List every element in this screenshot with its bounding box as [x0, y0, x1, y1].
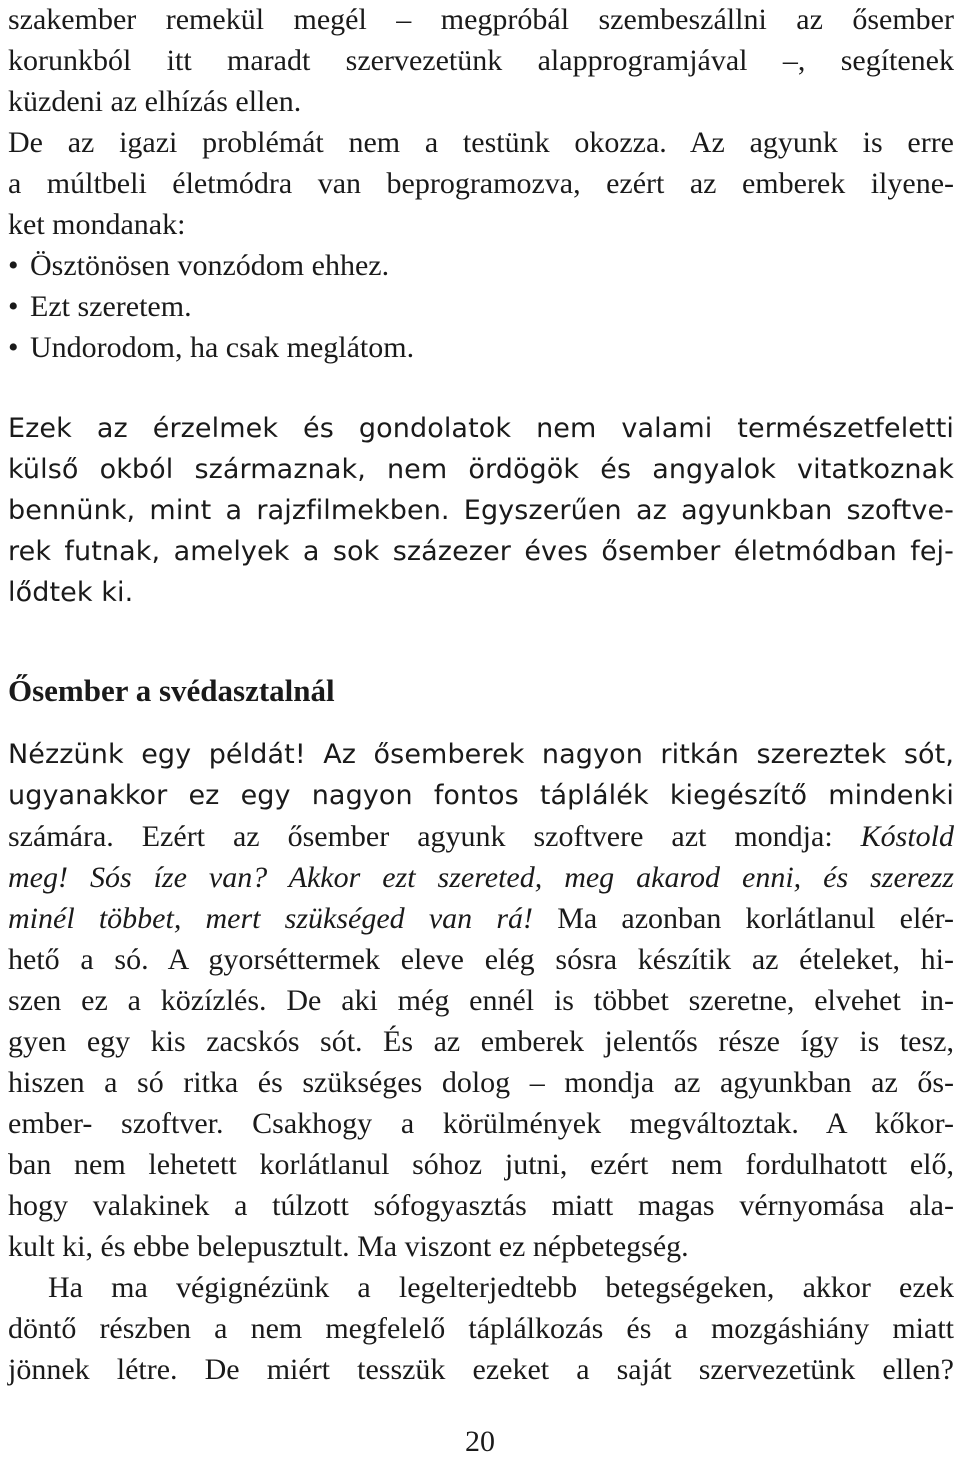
closing-paragraph	[8, 1267, 954, 1390]
text-line: döntő részben a nem megfelelő táplálkozás és a mozgáshiány miatt	[8, 1312, 954, 1345]
text-line: jönnek létre. De miért tesszük ezeket a saját szervezetünk ellen?	[8, 1353, 954, 1386]
text-line: szakember remekül megél – megpróbál szembeszállni az ősember	[8, 3, 954, 36]
text-line: rek futnak, amelyek a sok százezer éves ősember életmódban fej-	[8, 536, 954, 567]
text-line: hogy valakinek a túlzott sófogyasztás miatt magas vérnyomása ala-	[8, 1189, 954, 1222]
bullet-icon: •	[8, 290, 19, 323]
text-line: ban nem lehetett korlátlanul sóhoz jutni, ezért nem fordulhatott elő,	[8, 1148, 954, 1181]
text-line: ket mondanak:	[8, 208, 186, 241]
section-heading: Ősember a svédasztalnál	[8, 673, 335, 708]
text-line: hető a só. A gyorséttermek eleve elég sósra készítik az ételeket, hi-	[8, 943, 954, 976]
text-line	[8, 857, 954, 898]
text-segment: Ha ma végignézünk a legelterjedtebb betegségeken, akkor ezek	[48, 1271, 954, 1304]
bullet-list	[8, 245, 954, 368]
text-line: kult ki, és ebbe belepusztult. Ma viszont ez népbetegség.	[8, 1230, 689, 1263]
example-paragraph-serif	[8, 816, 954, 1267]
text-line: De az igazi problémát nem a testünk okozza. Az agyunk is erre	[8, 126, 954, 159]
brain-paragraph	[8, 122, 954, 368]
text-line: hiszen a só ritka és szükséges dolog – mondja az agyunkban az ős-	[8, 1066, 954, 1099]
text-line: Nézzünk egy példát! Az ősemberek nagyon ritkán szereztek sót,	[8, 739, 954, 770]
text-line: Ezek az érzelmek és gondolatok nem valami természetfeletti	[8, 413, 954, 444]
italic-quote: Kóstold	[860, 820, 954, 853]
text-line: a múltbeli életmódra van beprogramozva, ezért az emberek ilyene-	[8, 167, 954, 200]
italic-quote: minél többet, mert szükséged van rá!	[8, 902, 534, 935]
intro-paragraph	[8, 0, 954, 122]
list-item	[8, 286, 954, 327]
text-line: ugyanakkor ez egy nagyon fontos táplálék kiegészítő mindenki	[8, 780, 954, 811]
list-item-text: Undorodom, ha csak meglátom.	[30, 331, 415, 364]
text-line: gyen egy kis zacskós sót. És az emberek jelentős része így is tesz,	[8, 1025, 954, 1058]
text-line: ember- szoftver. Csakhogy a körülmények megváltoztak. A kőkor-	[8, 1107, 954, 1140]
page-number: 20	[465, 1425, 495, 1458]
list-item-text: Ösztönösen vonzódom ehhez.	[30, 249, 390, 282]
text-line: bennünk, mint a rajzfilmekben. Egyszerűen az agyunkban szoftve-	[8, 495, 954, 526]
text-line: lődtek ki.	[8, 577, 134, 608]
text-line: külső okból származnak, nem ördögök és angyalok vitatkoznak	[8, 454, 954, 485]
text-line	[8, 898, 954, 939]
bullet-icon: •	[8, 331, 19, 364]
text-segment: számára. Ezért az ősember agyunk szoftvere azt mondja:	[8, 820, 861, 853]
text-line	[8, 1267, 954, 1308]
text-line	[8, 816, 954, 857]
italic-quote: meg! Sós íze van? Akkor ezt szereted, meg akarod enni, és szerezz	[8, 861, 954, 894]
text-segment: Ma azonban korlátlanul elér-	[533, 902, 955, 935]
bullet-icon: •	[8, 249, 19, 282]
list-item	[8, 327, 954, 368]
list-item	[8, 245, 954, 286]
software-paragraph	[8, 408, 954, 613]
example-paragraph-sans	[8, 734, 954, 816]
text-line: korunkból itt maradt szervezetünk alapprogramjával –, segítenek	[8, 44, 954, 77]
list-item-text: Ezt szeretem.	[30, 290, 192, 323]
text-line: szen ez a közízlés. De aki még ennél is többet szeretne, elvehet in-	[8, 984, 954, 1017]
text-line: küzdeni az elhízás ellen.	[8, 85, 302, 118]
